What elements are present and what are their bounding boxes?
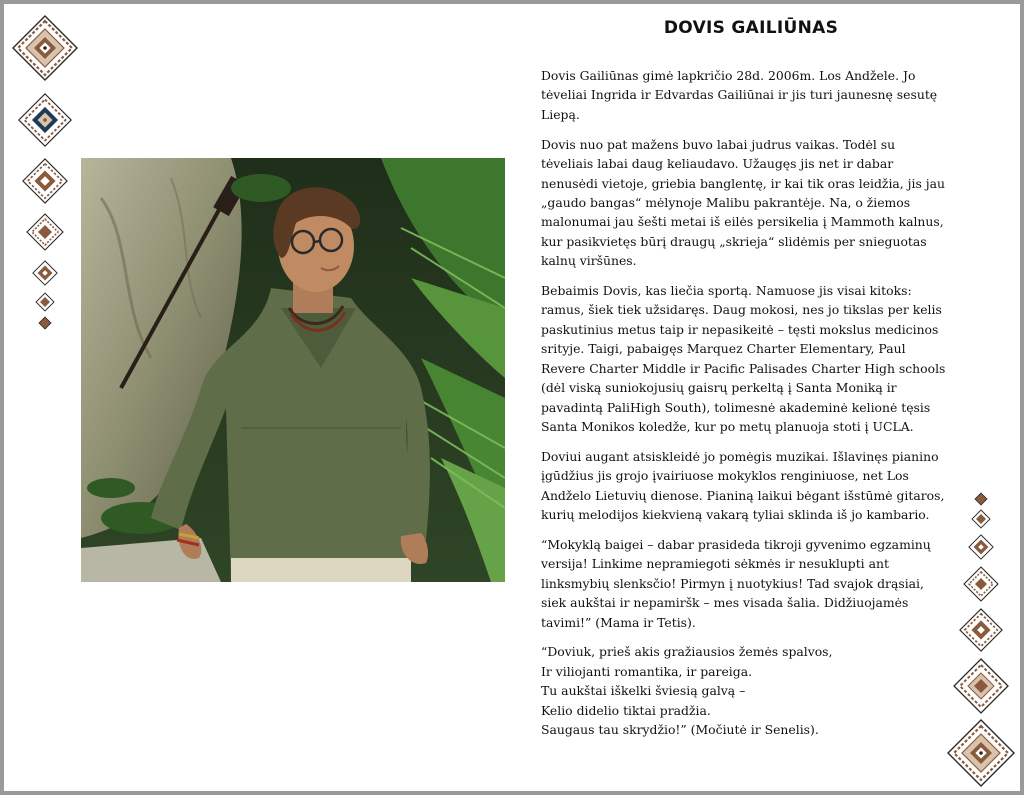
folk-diamond-icon	[35, 292, 55, 312]
poem-grandparents	[541, 642, 947, 739]
folk-diamond-icon	[31, 258, 59, 288]
folk-diamond-icon	[974, 492, 988, 506]
poem-line: Saugaus tau skrydžio!” (Močiutė ir Senelis).	[541, 722, 819, 738]
paragraph-music: Doviui augant atsiskleidė jo pomėgis muzikai. Išlavinęs pianino įgūdžius jis grojo įvairiuose mokyklos renginiuose, net Los Andželo Lietuvių dienose. Pianiną laikui bėgant išstūmė gitaros, kurių melodijos kiekvieną vakarą tyliai sklinda iš jo kambario.	[541, 448, 945, 523]
folk-diamond-icon	[967, 532, 995, 562]
folk-diamond-icon	[38, 316, 52, 330]
folk-diamond-icon	[11, 14, 79, 82]
page-title: DOVIS GAILIŪNAS	[663, 18, 839, 38]
folk-diamond-icon	[17, 90, 73, 150]
portrait-illustration	[81, 158, 505, 582]
diamond-ornament-group	[13, 16, 77, 80]
folk-diamond-icon	[952, 657, 1010, 715]
paragraph-studies: Bebaimis Dovis, kas liečia sportą. Namuose jis visai kitoks: ramus, šiek tiek užsidaręs. Daug mokosi, nes jo tikslas per kelis paskutinius metus taip ir nepasikeitė – tęsti mokslus medicinos srityje. Taigi, pabaigęs Marquez Charter Elementary, Paul Revere Charter Middle ir Pacific Palisades Charter High schools (dėl viską suniokojusių gaisrų perkeltą į Santa Moniką ir pavadintą PaliHigh South), tolimesnė akademinė kelionė tęsis Santa Monikos koledže, kur po metų planuoja stoti į UCLA.	[541, 283, 946, 434]
right-ornament-column	[946, 492, 1016, 788]
poem-line: Tu aukštai iškelki šviesią galvą –	[541, 683, 746, 699]
page	[4, 4, 1020, 791]
folk-diamond-icon	[25, 212, 65, 252]
paragraph-birth: Dovis Gailiūnas gimė lapkričio 28d. 2006m. Los Andžele. Jo tėveliai Ingrida ir Edvardas Gailiūnai ir jis turi jaunesnę sesutę Liepą.	[541, 68, 938, 122]
left-ornament-column	[10, 14, 80, 330]
folk-diamond-icon	[21, 156, 69, 206]
poem-line: “Doviuk, prieš akis gražiausios žemės spalvos,	[541, 644, 833, 660]
folk-diamond-icon	[958, 606, 1004, 654]
paragraph-active-childhood: Dovis nuo pat mažens buvo labai judrus vaikas. Todėl su tėveliais labai daug keliaudavo. Užaugęs jis net ir dabar nenusėdi vietoje, griebia banglentę, ir kai tik oras leidžia, jis jau „gaudo bangas“ mėlynoje Malibu pakrantėje. Na, o žiemos malonumai jau šešti metai iš eilės persikelia į Mammoth kalnus, kur pasikvietęs būrį draugų „skrieja“ slidėmis per snieguotas kalnų viršūnes.	[541, 136, 945, 269]
folk-diamond-icon	[962, 565, 1000, 603]
paragraph-parents-wish: “Mokyklą baigei – dabar prasideda tikroji gyvenimo egzaminų versija! Linkime nepramiegoti sėkmės ir nesuklupti ant linksmybių slenksčio! Pirmyn į nuotykius! Tad svajok drąsiai, siek aukštai ir nepamiršk – mes visada šalia. Didžiuojamės tavimi!” (Mama ir Tetis).	[541, 536, 931, 630]
portrait-photo	[81, 158, 505, 582]
folk-diamond-icon	[971, 509, 991, 529]
poem-line: Ir viliojanti romantika, ir pareiga.	[541, 663, 753, 679]
poem-line: Kelio didelio tiktai pradžia.	[541, 702, 711, 718]
folk-diamond-icon	[946, 718, 1016, 788]
article	[541, 14, 947, 750]
